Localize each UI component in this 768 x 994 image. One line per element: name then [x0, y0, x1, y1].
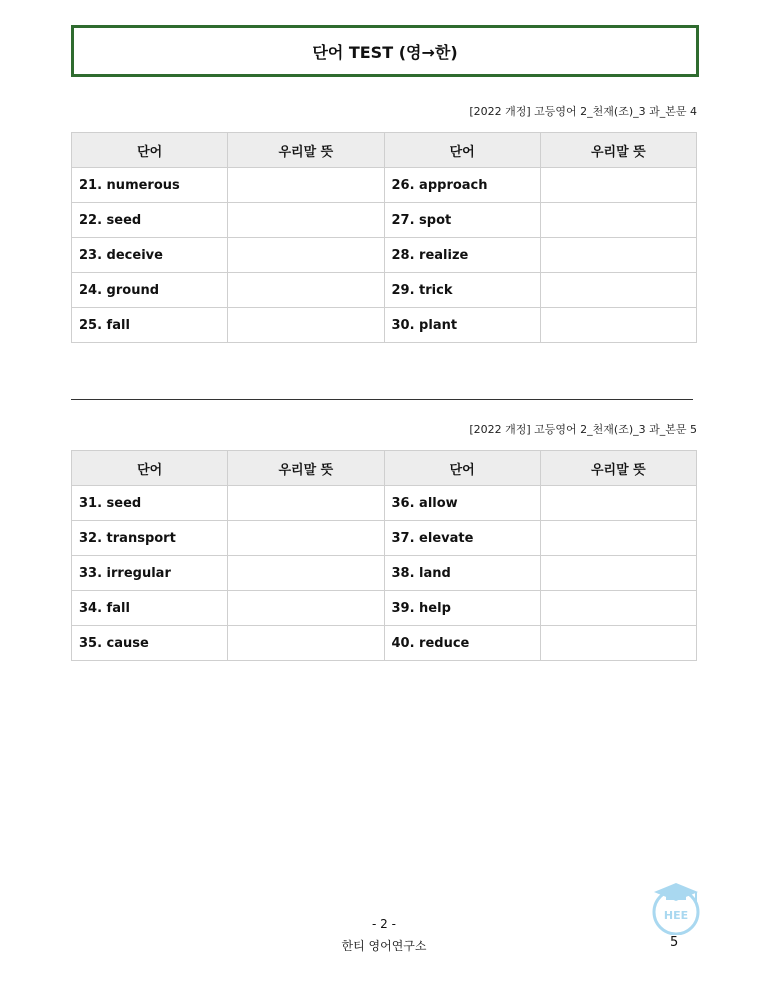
- table-header-row: [72, 451, 697, 486]
- meaning-answer-cell[interactable]: [540, 308, 696, 343]
- page-number: 5: [670, 935, 679, 950]
- column-header: 우리말 뜻: [228, 133, 384, 168]
- word-cell: 39. help: [384, 591, 540, 626]
- meaning-answer-cell[interactable]: [540, 238, 696, 273]
- column-header: 우리말 뜻: [540, 451, 696, 486]
- table-row: [72, 556, 697, 591]
- word-cell: 24. ground: [72, 273, 228, 308]
- word-cell: 23. deceive: [72, 238, 228, 273]
- vocab-table: [71, 132, 697, 343]
- table-header-row: [72, 133, 697, 168]
- meaning-answer-cell[interactable]: [228, 521, 384, 556]
- meaning-answer-cell[interactable]: [228, 238, 384, 273]
- logo-text: HEE: [663, 909, 689, 922]
- meaning-answer-cell[interactable]: [540, 273, 696, 308]
- meaning-answer-cell[interactable]: [228, 591, 384, 626]
- word-cell: 31. seed: [72, 486, 228, 521]
- word-cell: 32. transport: [72, 521, 228, 556]
- meaning-answer-cell[interactable]: [228, 203, 384, 238]
- column-header: 단어: [72, 451, 228, 486]
- worksheet-title: 단어 TEST (영→한): [312, 42, 458, 62]
- word-cell: 36. allow: [384, 486, 540, 521]
- table-row: [72, 486, 697, 521]
- table-row: [72, 626, 697, 661]
- hee-graduation-cap-logo-icon: [649, 879, 703, 935]
- word-cell: 38. land: [384, 556, 540, 591]
- vocab-table: [71, 450, 697, 661]
- word-cell: 22. seed: [72, 203, 228, 238]
- word-cell: 40. reduce: [384, 626, 540, 661]
- word-cell: 35. cause: [72, 626, 228, 661]
- word-cell: 25. fall: [72, 308, 228, 343]
- word-cell: 29. trick: [384, 273, 540, 308]
- section-label: [2022 개정] 고등영어 2_천재(조)_3 과_본문 4: [469, 105, 697, 118]
- word-cell: 21. numerous: [72, 168, 228, 203]
- column-header: 우리말 뜻: [228, 451, 384, 486]
- word-cell: 33. irregular: [72, 556, 228, 591]
- word-cell: 34. fall: [72, 591, 228, 626]
- table-row: [72, 521, 697, 556]
- meaning-answer-cell[interactable]: [228, 556, 384, 591]
- meaning-answer-cell[interactable]: [228, 626, 384, 661]
- word-cell: 28. realize: [384, 238, 540, 273]
- meaning-answer-cell[interactable]: [540, 168, 696, 203]
- word-cell: 30. plant: [384, 308, 540, 343]
- meaning-answer-cell[interactable]: [540, 591, 696, 626]
- worksheet-title-box: [71, 25, 699, 77]
- table-row: [72, 308, 697, 343]
- table-row: [72, 168, 697, 203]
- meaning-answer-cell[interactable]: [540, 486, 696, 521]
- table-row: [72, 273, 697, 308]
- meaning-answer-cell[interactable]: [228, 486, 384, 521]
- column-header: 단어: [384, 133, 540, 168]
- column-header: 우리말 뜻: [540, 133, 696, 168]
- publisher-name: 한티 영어연구소: [341, 939, 427, 953]
- table-row: [72, 591, 697, 626]
- meaning-answer-cell[interactable]: [540, 203, 696, 238]
- column-header: 단어: [384, 451, 540, 486]
- meaning-answer-cell[interactable]: [228, 168, 384, 203]
- meaning-answer-cell[interactable]: [540, 556, 696, 591]
- meaning-answer-cell[interactable]: [540, 521, 696, 556]
- page-marker: - 2 -: [372, 917, 396, 931]
- table-row: [72, 203, 697, 238]
- section-label: [2022 개정] 고등영어 2_천재(조)_3 과_본문 5: [469, 423, 697, 436]
- table-row: [72, 238, 697, 273]
- word-cell: 26. approach: [384, 168, 540, 203]
- section-divider: [71, 399, 693, 400]
- word-cell: 37. elevate: [384, 521, 540, 556]
- meaning-answer-cell[interactable]: [228, 273, 384, 308]
- meaning-answer-cell[interactable]: [228, 308, 384, 343]
- column-header: 단어: [72, 133, 228, 168]
- meaning-answer-cell[interactable]: [540, 626, 696, 661]
- word-cell: 27. spot: [384, 203, 540, 238]
